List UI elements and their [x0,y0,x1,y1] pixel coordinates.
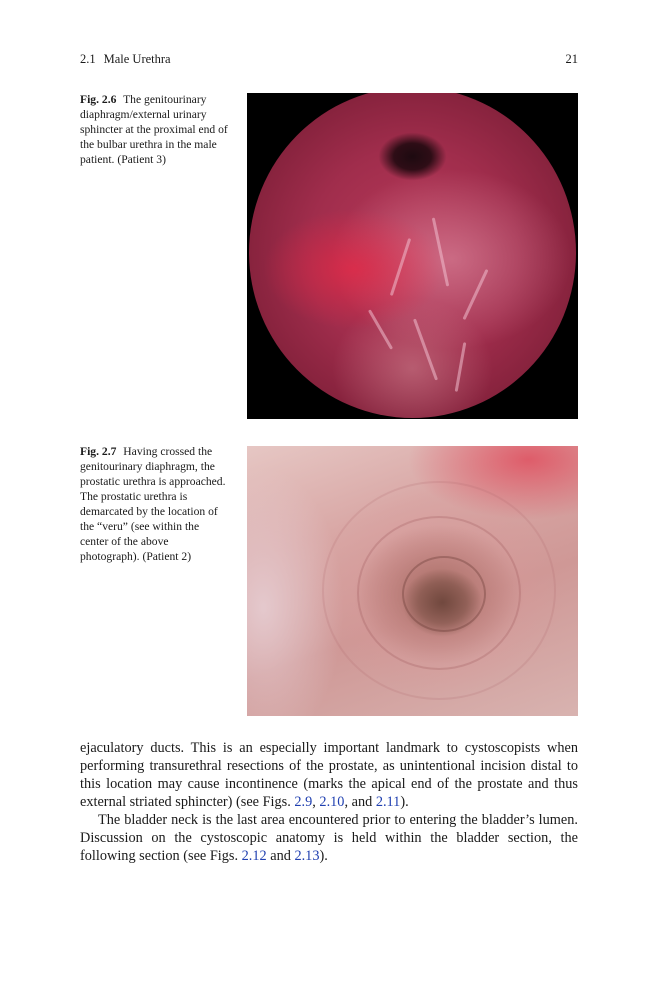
veru-opening [402,556,486,632]
section-number: 2.1 [80,52,96,66]
figure-label: Fig. 2.7 [80,445,117,458]
caption-text: The genitourinary diaphragm/external urinary sphincter at the proximal end of the bulbar urethra in the male patient. (Patient 3) [80,93,228,166]
separator: ). [400,794,409,810]
paragraph [80,811,578,865]
figure-label: Fig. 2.6 [80,93,117,106]
figure-caption-2-7 [80,444,230,564]
figure-ref-link[interactable]: 2.12 [241,848,267,864]
separator: , [312,794,320,810]
figure-ref-link[interactable]: 2.9 [294,794,313,810]
figure-image-2-7 [247,446,578,716]
paragraph [80,739,578,811]
figure-image-2-6 [247,93,578,419]
caption-text: Having crossed the genitourinary diaphragm, the prostatic urethra is approached. The prostatic urethra is demarcated by the location of the “veru” (see within the center of the above photograph). (Patient 2) [80,445,226,563]
section-heading [80,52,171,67]
running-head [80,52,578,68]
paragraph-text: The bladder neck is the last area encountered prior to entering the bladder’s lumen. Discussion on the cystoscopic anatomy is held within the bladder section, the following section (see Figs. [80,812,578,864]
paragraph-text: ejaculatory ducts. This is an especially important landmark to cystoscopists when performing transurethral resections of the prostate, as unintentional incision distal to this location may cause incontinence (marks the apical end of the prostate and thus external striated sphincter) (see Figs. [80,740,578,810]
body-text [80,739,578,865]
section-title: Male Urethra [103,52,171,66]
figure-ref-link[interactable]: 2.11 [375,794,401,810]
page-number: 21 [565,52,578,66]
figure-caption-2-6 [80,92,230,167]
figure-ref-link[interactable]: 2.10 [319,794,345,810]
separator: , and [344,794,376,810]
separator: and [266,848,295,864]
separator: ). [319,848,328,864]
figure-ref-link[interactable]: 2.13 [294,848,320,864]
endoscopic-view-sphincter [249,93,576,418]
